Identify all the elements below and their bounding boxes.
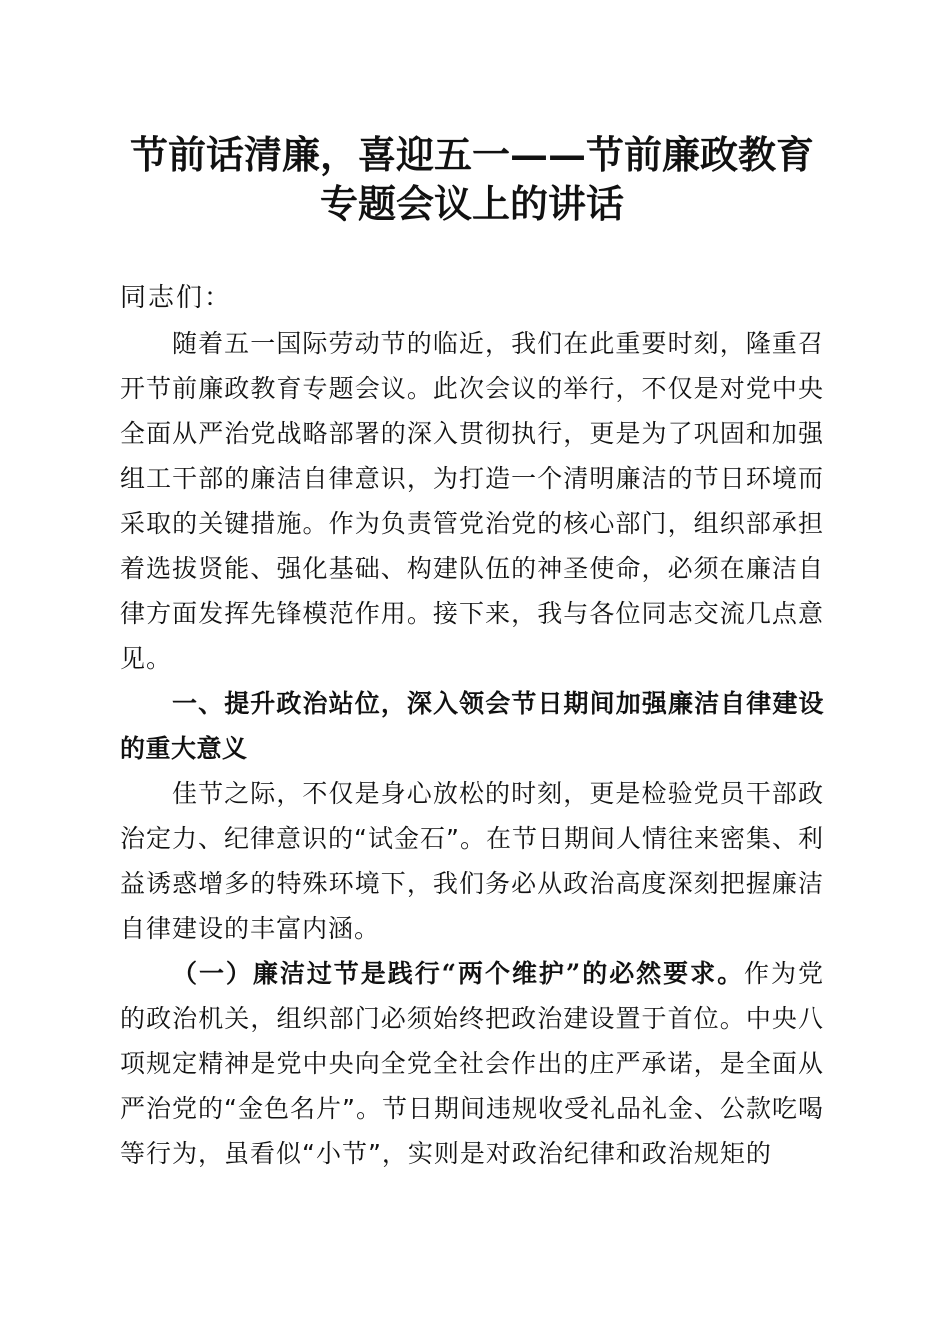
subsection-1-body: 作为党的政治机关，组织部门必须始终把政治建设置于首位。中央八项规定精神是党中央向全党全社会作出的庄严承诺，是全面从严治党的“金色名片”。节日期间违规收受礼品礼金、公款吃喝等行为，虽看似“小节”，实则是对政治纪律和政治规矩的 — [120, 959, 824, 1168]
subsection-1-paragraph — [120, 951, 824, 1176]
section-1-paragraph: 佳节之际，不仅是身心放松的时刻，更是检验党员干部政治定力、纪律意识的“试金石”。在节日期间人情往来密集、利益诱惑增多的特殊环境下，我们务必从政治高度深刻把握廉洁自律建设的丰富内涵。 — [120, 779, 824, 943]
subsection-1-lead: （一）廉洁过节是践行“两个维护”的必然要求。 — [172, 959, 745, 988]
intro-paragraph: 随着五一国际劳动节的临近，我们在此重要时刻，隆重召开节前廉政教育专题会议。此次会议的举行，不仅是对党中央全面从严治党战略部署的深入贯彻执行，更是为了巩固和加强组工干部的廉洁自律意识，为打造一个清明廉洁的节日环境而采取的关键措施。作为负责管党治党的核心部门，组织部承担着选拔贤能、强化基础、构建队伍的神圣使命，必须在廉洁自律方面发挥先锋模范作用。接下来，我与各位同志交流几点意见。 — [120, 329, 824, 673]
section-1-heading: 一、提升政治站位，深入领会节日期间加强廉洁自律建设的重大意义 — [120, 689, 824, 763]
document-body — [120, 130, 824, 1176]
document-title: 节前话清廉，喜迎五一——节前廉政教育专题会议上的讲话 — [129, 132, 814, 226]
salutation: 同志们： — [120, 283, 233, 313]
